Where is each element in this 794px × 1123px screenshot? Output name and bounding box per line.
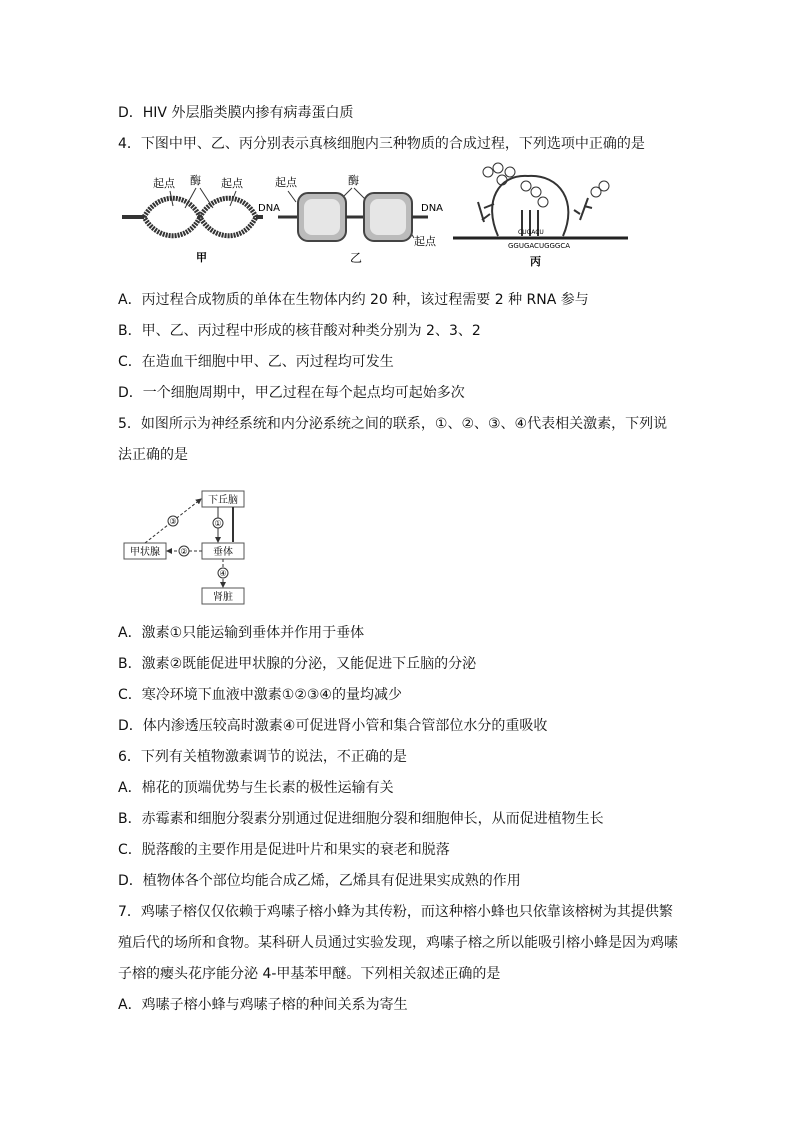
svg-text:甲: 甲 [196,251,207,264]
q7-stem-line1: 7．鸡嗉子榕仅仅依赖于鸡嗉子榕小蜂为其传粉，而这种榕小蜂也只依靠该榕树为其提供繁 [118,904,673,920]
svg-text:下丘脑: 下丘脑 [208,495,238,506]
svg-text:甲状腺: 甲状腺 [130,547,160,558]
q6-option-b: B．赤霉素和细胞分裂素分别通过促进细胞分裂和细胞伸长，从而促进植物生长 [118,811,604,827]
q4-option-c: C．在造血干细胞中甲、乙、丙过程均可发生 [118,354,394,370]
figure-bing [453,163,628,268]
q5-figure [118,485,258,610]
svg-text:酶: 酶 [190,174,201,187]
q5-option-c: C．寒冷环境下血液中激素①②③④的量均减少 [118,687,402,703]
q7-option-a: A．鸡嗉子榕小蜂与鸡嗉子榕的种间关系为寄生 [118,997,408,1013]
svg-text:①: ① [214,519,222,528]
q5-option-d: D．体内渗透压较高时激素④可促进肾小管和集合管部位水分的重吸收 [118,718,548,734]
svg-text:起点: 起点 [275,176,297,189]
figure-jia [122,173,263,264]
q5-stem-line1: 5．如图所示为神经系统和内分泌系统之间的联系，①、②、③、④代表相关激素，下列说 [118,416,668,432]
q7-stem-line3: 子榕的瘿头花序能分泌 4-甲基苯甲醚。下列相关叙述正确的是 [118,966,501,982]
q7-stem-line2: 殖后代的场所和食物。某科研人员通过实验发现，鸡嗉子榕之所以能吸引榕小蜂是因为鸡嗉 [118,935,678,951]
q5-stem-line2: 法正确的是 [118,447,188,463]
svg-text:②: ② [180,547,188,556]
svg-text:垂体: 垂体 [213,547,233,558]
svg-text:丙: 丙 [530,255,541,268]
svg-text:起点: 起点 [153,177,175,190]
q4-figure [118,162,638,274]
svg-text:乙: 乙 [350,251,363,265]
svg-text:肾脏: 肾脏 [213,592,233,603]
q3-option-d: D．HIV 外层脂类膜内掺有病毒蛋白质 [118,105,354,121]
svg-text:起点: 起点 [221,177,243,190]
svg-text:起点: 起点 [414,235,436,248]
svg-text:DNA: DNA [421,203,444,214]
q4-stem: 4．下图中甲、乙、丙分别表示真核细胞内三种物质的合成过程，下列选项中正确的是 [118,136,645,152]
figure-yi [258,173,443,265]
svg-text:④: ④ [219,569,227,578]
q4-option-d: D．一个细胞周期中，甲乙过程在每个起点均可起始多次 [118,385,465,401]
q4-option-b: B．甲、乙、丙过程中形成的核苷酸对种类分别为 2、3、2 [118,323,481,339]
svg-text:GGUGACUGGGCA: GGUGACUGGGCA [508,242,571,250]
q5-option-a: A．激素①只能运输到垂体并作用于垂体 [118,625,365,641]
q5-option-b: B．激素②既能促进甲状腺的分泌，又能促进下丘脑的分泌 [118,656,477,672]
svg-text:DNA: DNA [258,203,281,214]
q6-stem: 6．下列有关植物激素调节的说法，不正确的是 [118,749,407,765]
svg-text:酶: 酶 [348,174,359,187]
q6-option-c: C．脱落酸的主要作用是促进叶片和果实的衰老和脱落 [118,842,450,858]
svg-text:CUGACU: CUGACU [518,229,544,236]
svg-text:③: ③ [169,517,177,526]
q6-option-a: A．棉花的顶端优势与生长素的极性运输有关 [118,780,394,796]
q6-option-d: D．植物体各个部位均能合成乙烯，乙烯具有促进果实成熟的作用 [118,873,521,889]
q4-option-a: A．丙过程合成物质的单体在生物体内约 20 种，该过程需要 2 种 RNA 参与 [118,292,589,308]
